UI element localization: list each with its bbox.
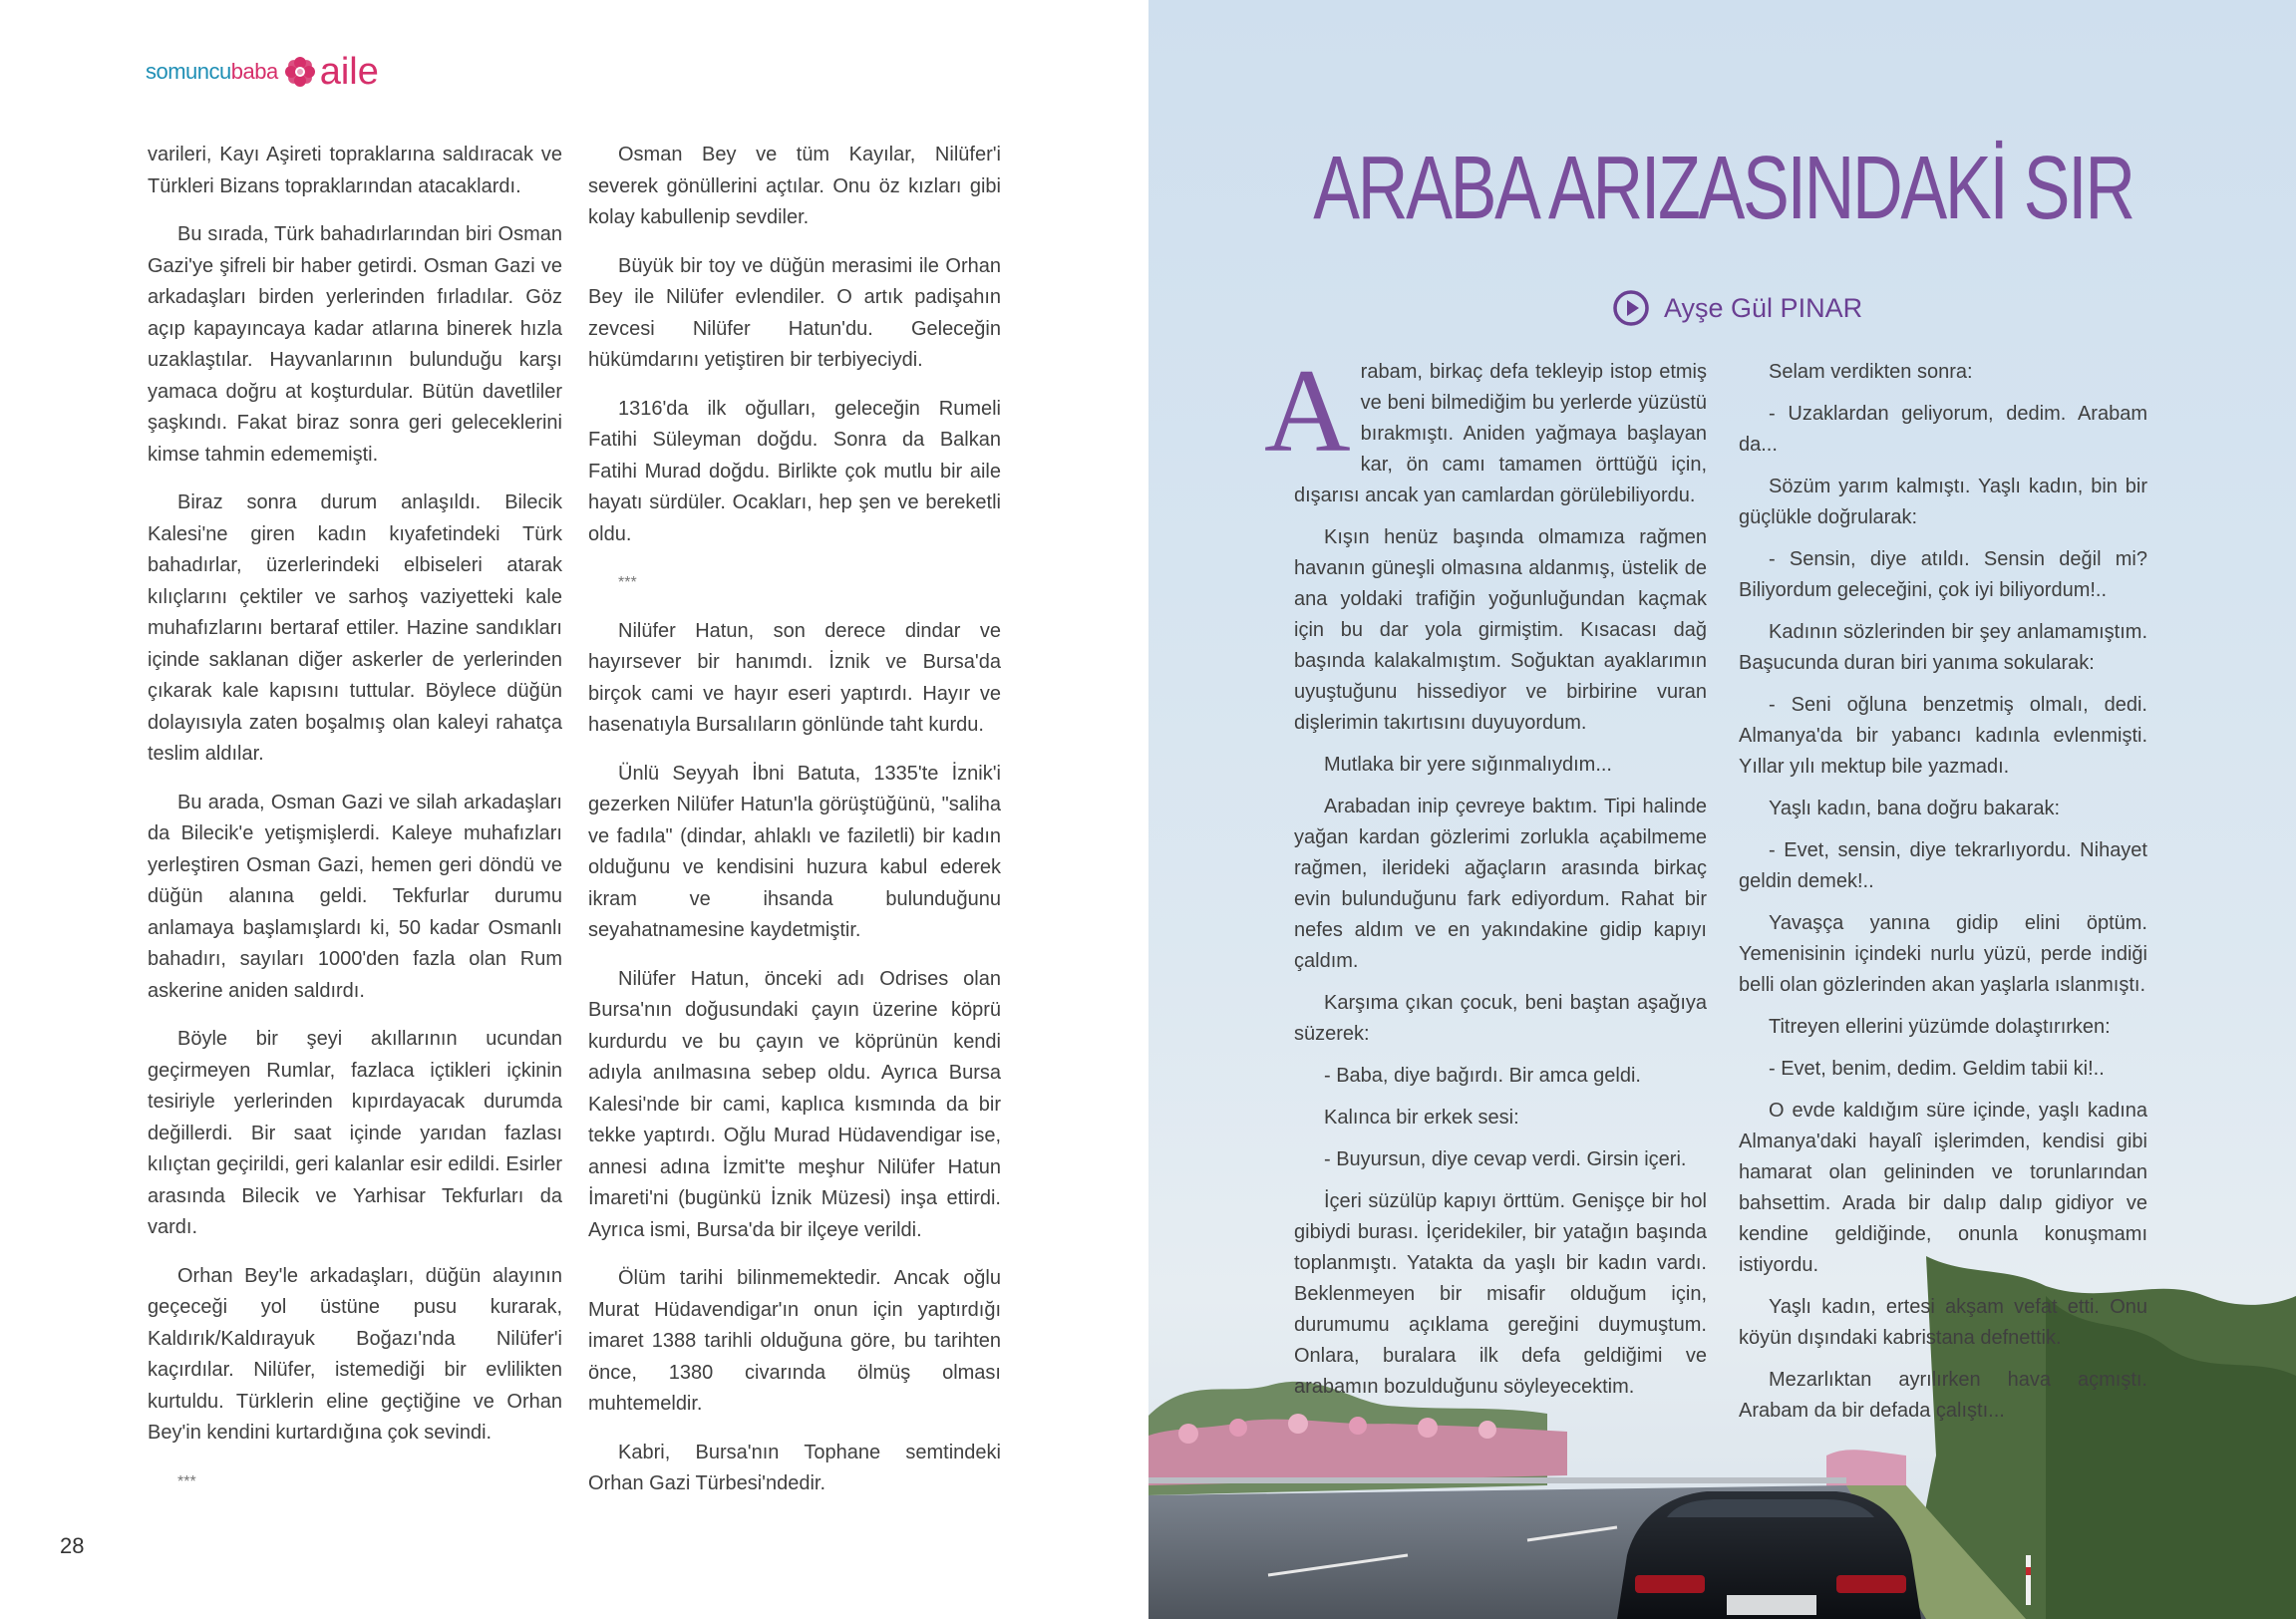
paragraph: Nilüfer Hatun, önceki adı Odrises olan Bursa'nın doğusundaki çayın üzerine köprü kurdurdu ve bu çayın ve köprünün kendi adıyla anılmasına sebep oldu. Ayrıca Bursa Kalesi'nde bir cami, kaplıca kısmında da bir tekke yaptırdı. Oğlu Murad Hüdavendigar ise, annesi adına İzmit'te meşhur Nilüfer Hatun İmareti'ni (bugünkü İznik Müzesi) inşa ettirdi. Ayrıca ismi, Bursa'da bir ilçeye verildi. <box>588 967 1001 1241</box>
paragraph: Nilüfer Hatun, son derece dindar ve hayırsever bir hanımdı. İznik ve Bursa'da birçok cami ve hayır eseri yaptırdı. Hayır ve hasenatıyla Bursalıların gönlünde taht kurdu. <box>588 619 1001 736</box>
text-column-1 <box>148 140 562 1514</box>
paragraph: Orhan Bey'le arkadaşları, düğün alayının geçeceği yol üstüne pusu kurarak, Kaldırık/Kaldırayuk Boğazı'nda Nilüfer'i kaçırdılar. Nilüfer, istemediği bir evlilikten kurtuldu. Türklerin eline geçtiğine ve Orhan Bey'in kendini kurtardığına çok sevindi. <box>148 1264 562 1444</box>
paragraph: Kadının sözlerinden bir şey anlamamıştım. Başucunda duran biri yanıma sokularak: <box>1739 621 2147 674</box>
paragraph: varileri, Kayı Aşireti topraklarına saldıracak ve Türkleri Bizans topraklarından atacaklardı. <box>148 144 562 197</box>
paragraph: - Sensin, diye atıldı. Sensin değil mi? Biliyordum geleceğini, çok iyi biliyordum!.. <box>1739 548 2147 601</box>
paragraph: O evde kaldığım süre içinde, yaşlı kadına Almanya'daki hayalî işlerimden, kendisi gibi hamarat olan gelininden ve torunlarından bahsettim. Arada bir dalıp dalıp gidiyor ve kendine geldiğinde, onunla konuşmamı istiyordu. <box>1739 1100 2147 1276</box>
paragraph: - Evet, sensin, diye tekrarlıyordu. Nihayet geldin demek!.. <box>1739 839 2147 892</box>
paragraph: Büyük bir toy ve düğün merasimi ile Orhan Bey ile Nilüfer evlendiler. O artık padişahın zevcesi Nilüfer Hatun'du. Geleceğin hükümdarını yetiştiren bir terbiyeciydi. <box>588 254 1001 371</box>
paragraph: Karşıma çıkan çocuk, beni baştan aşağıya süzerek: <box>1294 992 1707 1045</box>
paragraph: Yavaşça yanına gidip elini öptüm. Yemenisinin içindeki nurlu yüzü, perde indiği belli olan gözlerinden akan yaşlarla ıslanmıştı. <box>1739 912 2147 996</box>
opening-text: rabam, birkaç defa tekleyip istop etmiş ve beni bilmediğim bu yerlerde yüzüstü bırakmıştı. Aniden yağmaya başlayan kar, ön camı tamamen örttüğü için, dışarısı ancak yan camlardan görülebiliyordu. <box>1294 361 1707 506</box>
paragraph: Yaşlı kadın, bana doğru bakarak: <box>1769 798 2061 819</box>
article-column-1 <box>1264 344 1707 1414</box>
paragraph: Biraz sonra durum anlaşıldı. Bilecik Kalesi'ne giren kadın kıyafetindeki Türk bahadırlar, üzerlerindeki elbiseleri atarak kılıçlarını çektiler ve sarhoş vaziyetteki kale muhafızlarını bertaraf ettiler. Hazine sandıkları içinde saklanan diğer askerler de yerlerinden çıkarak kale kapısını tuttular. Böylece düğün dolayısıyla zaten boşalmış olan kaleyi rahatça teslim aldılar. <box>148 491 562 765</box>
paragraph: - Evet, benim, dedim. Geldim tabii ki!.. <box>1769 1058 2105 1080</box>
text-column-2 <box>588 140 1001 1517</box>
paragraph: Bu arada, Osman Gazi ve silah arkadaşları da Bilecik'e yetişmişlerdi. Kaleye muhafızları yerleştiren Osman Gazi, hemen geri döndü ve düğün alanına geldi. Tekfurlar durumu anlamaya başlamışlardı ki, 50 kadar Osmanlı bahadırı, sayıları 1000'den fazla olan Rum askerine aniden saldırdı. <box>148 791 562 1002</box>
paragraph: Osman Bey ve tüm Kayılar, Nilüfer'i severek gönüllerini açtılar. Onu öz kızları gibi kolay kabullenip sevdiler. <box>588 144 1001 228</box>
drop-cap: A <box>1264 344 1351 477</box>
paragraph: Kalınca bir erkek sesi: <box>1324 1107 1519 1129</box>
paragraph: - Baba, diye bağırdı. Bir amca geldi. <box>1324 1065 1641 1087</box>
paragraph: - Uzaklardan geliyorum, dedim. Arabam da... <box>1739 403 2147 456</box>
paragraph: Bu sırada, Türk bahadırlarından biri Osman Gazi'ye şifreli bir haber getirdi. Osman Gazi ve arkadaşları birden yerlerinden fırladılar. Göz açıp kapayıncaya kadar atlarına binerek hızla uzaklaştılar. Hayvanlarının bulunduğu karşı yamaca doğru at koşturdular. Bütün davetliler şaşkındı. Fakat biraz sonra geri geleceklerini kimse tahmin edememişti. <box>148 223 562 466</box>
paragraph: Mutlaka bir yere sığınmalıydım... <box>1324 754 1612 776</box>
paragraph: 1316'da ilk oğulları, geleceğin Rumeli Fatihi Süleyman doğdu. Sonra da Balkan Fatihi Murad doğdu. Birlikte çok mutlu bir aile hayatı sürdüler. Ocakları, hep şen ve bereketli oldu. <box>588 397 1001 545</box>
section-separator: *** <box>618 574 637 591</box>
article-column-2 <box>1739 357 2147 1438</box>
author-byline <box>1612 289 1862 327</box>
paragraph: Selam verdikten sonra: <box>1769 361 1973 383</box>
paragraph: Titreyen ellerini yüzümde dolaştırırken: <box>1769 1016 2111 1038</box>
paragraph: Ünlü Seyyah İbni Batuta, 1335'te İznik'i gezerken Nilüfer Hatun'la görüştüğünü, "saliha ve fadıla" (dindar, ahlaklı ve faziletli) bir kadın olduğunu ve kendisini huzura kabul ederek ikram ve ihsanda bulunduğunu seyahatnamesine kaydetmiştir. <box>588 762 1001 941</box>
paragraph: İçeri süzülüp kapıyı örttüm. Genişçe bir hol gibiydi burası. İçeridekiler, bir yatağın başında toplanmıştı. Yatakta da yaşlı bir kadın vardı. Beklenmeyen bir misafir olduğum için, durumumu açıklama gereğini duymuştum. Onlara, buralara ilk defa geldiğimi ve arabamın bozulduğunu söyleyecektim. <box>1294 1190 1707 1398</box>
paragraph: Yaşlı kadın, ertesi akşam vefat etti. Onu köyün dışındaki kabristana defnettik. <box>1739 1296 2147 1349</box>
article-title: ARABA ARIZASINDAKİ SIR <box>1313 139 2133 238</box>
author-name: Ayşe Gül PINAR <box>1664 292 1863 323</box>
paragraph: Arabadan inip çevreye baktım. Tipi halinde yağan kardan gözlerimi zorlukla açabilmeme rağmen, ilerideki ağaçların arasında birkaç evin bulunduğunu fark ediyordum. Rahat bir nefes aldım ve en yakındakine gidip kapıyı çaldım. <box>1294 796 1707 972</box>
logo-text-baba: baba <box>230 59 278 84</box>
flower-logo-icon <box>284 56 316 88</box>
paragraph: Kışın henüz başında olmamıza rağmen havanın güneşli olmasına aldanmış, üstelik de ana yoldaki trafiğin yoğunluğundan kaçmak için bu dar yola girmiştim. Kısacası dağ başında kalakalmıştım. Soğuktan ayaklarımın uyuştuğunu hissediyor ve birbirine vuran dişlerimin takırtısını duyuyordum. <box>1294 526 1707 734</box>
magazine-logo <box>146 52 379 92</box>
paragraph: Sözüm yarım kalmıştı. Yaşlı kadın, bin bir güçlükle doğrularak: <box>1739 476 2147 528</box>
play-icon <box>1612 289 1650 327</box>
page-number: 28 <box>60 1533 85 1558</box>
paragraph: Kabri, Bursa'nın Tophane semtindeki Orhan Gazi Türbesi'ndedir. <box>588 1441 1001 1494</box>
paragraph: - Seni oğluna benzetmiş olmalı, dedi. Almanya'da bir yabancı kadınla evlenmişti. Yıllar yılı mektup bile yazmadı. <box>1739 694 2147 778</box>
section-separator: *** <box>177 1472 196 1490</box>
paragraph: Böyle bir şeyi akıllarının ucundan geçirmeyen Rumlar, fazlaca içtikleri içkinin tesiriyle yerlerinden kıpırdayacak durumda değillerdi. Bir saat içinde yarıdan fazlası kılıçtan geçirildi, geri kalanlar esir edildi. Esirler arasında Bilecik ve Yarhisar Tekfurları da vardı. <box>148 1028 562 1238</box>
opening-paragraph <box>1264 344 1707 511</box>
right-page <box>1148 0 2296 1619</box>
paragraph: Mezarlıktan ayrılırken hava açmıştı. Arabam da bir defada çalıştı... <box>1739 1369 2147 1422</box>
logo-text-aile: aile <box>319 51 379 93</box>
logo-text-somuncu: somuncu <box>146 59 231 84</box>
paragraph: - Buyursun, diye cevap verdi. Girsin içeri. <box>1324 1148 1687 1170</box>
paragraph: Ölüm tarihi bilinmemektedir. Ancak oğlu Murat Hüdavendigar'ın onun için yaptırdığı imaret 1388 tarihli olduğuna göre, bu tarihten önce, 1380 civarında ölmüş olması muhtemeldir. <box>588 1267 1001 1415</box>
